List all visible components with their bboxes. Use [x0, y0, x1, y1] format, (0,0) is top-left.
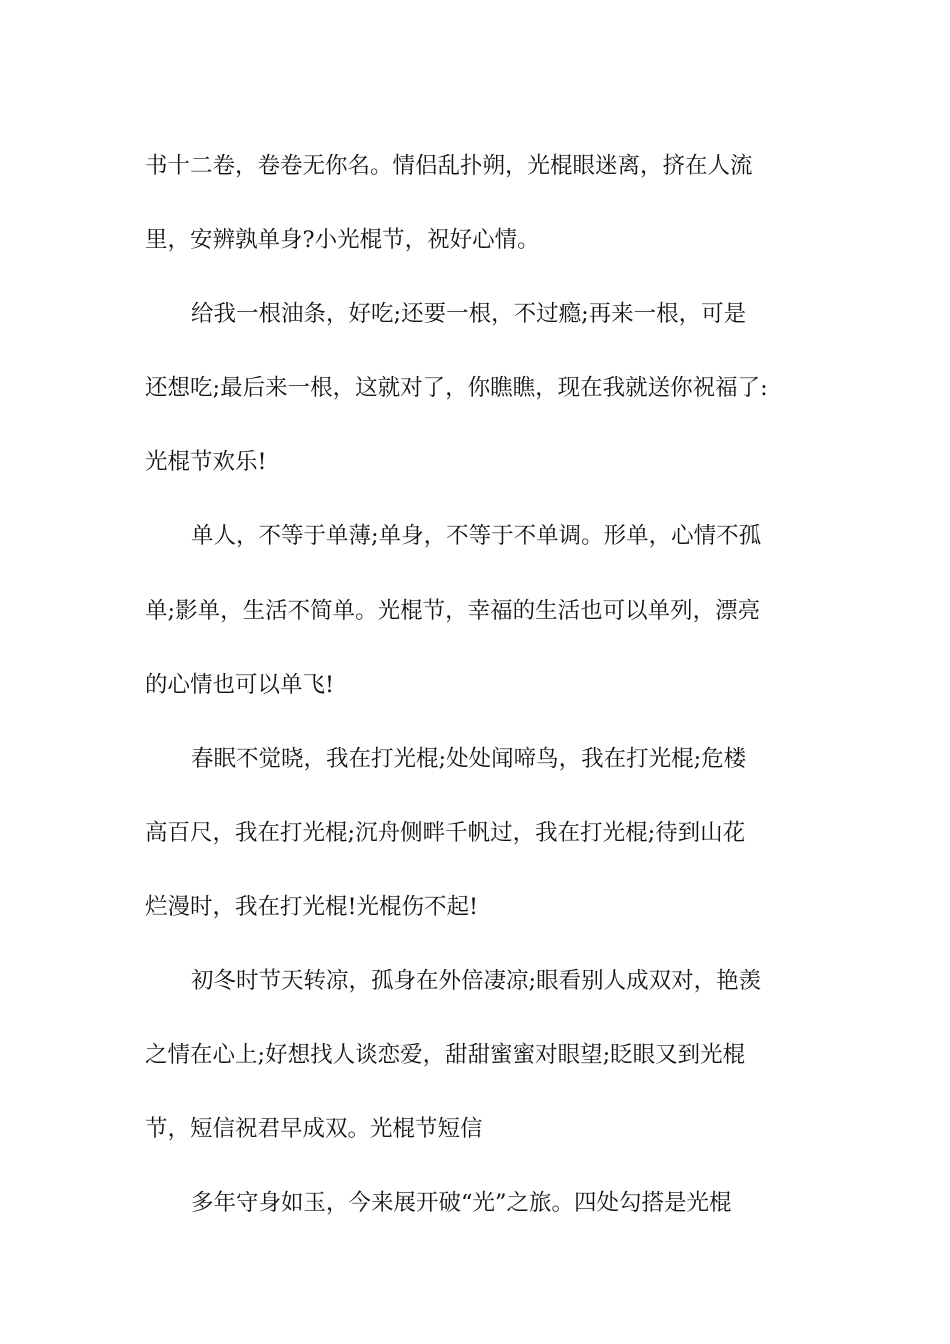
document-text — [145, 129, 815, 1240]
text-line: 节，短信祝君早成双。光棍节短信 — [145, 1116, 483, 1143]
text-line: 的心情也可以单飞! — [145, 671, 335, 698]
text-line: 之情在心上;好想找人谈恋爱，甜甜蜜蜜对眼望;眨眼又到光棍 — [145, 1042, 746, 1069]
text-line: 给我一根油条，好吃;还要一根，不过瘾;再来一根，可是 — [191, 301, 747, 328]
text-line: 单;影单，生活不简单。光棍节，幸福的生活也可以单列，漂亮 — [145, 597, 761, 624]
text-line: 里，安辨孰单身?小光棍节，祝好心情。 — [145, 227, 540, 254]
text-line: 书十二卷，卷卷无你名。情侣乱扑朔，光棍眼迷离，挤在人流 — [145, 153, 753, 179]
text-line: 单人，不等于单薄;单身，不等于不单调。形单，心情不孤 — [191, 523, 762, 550]
text-line: 多年守身如玉，今来展开破“光”之旅。四处勾搭是光棍 — [191, 1190, 732, 1217]
text-line: 初冬时节天转凉，孤身在外倍凄凉;眼看别人成双对，艳羡 — [191, 968, 762, 995]
text-line: 高百尺，我在打光棍;沉舟侧畔千帆过，我在打光棍;待到山花 — [145, 819, 746, 846]
text-line: 还想吃;最后来一根，这就对了，你瞧瞧，现在我就送你祝福了: — [145, 375, 768, 402]
text-line: 光棍节欢乐! — [145, 449, 267, 476]
text-line: 春眠不觉晓，我在打光棍;处处闻啼鸟，我在打光棍;危楼 — [191, 745, 747, 772]
text-line: 烂漫时，我在打光棍!光棍伤不起! — [145, 893, 479, 920]
